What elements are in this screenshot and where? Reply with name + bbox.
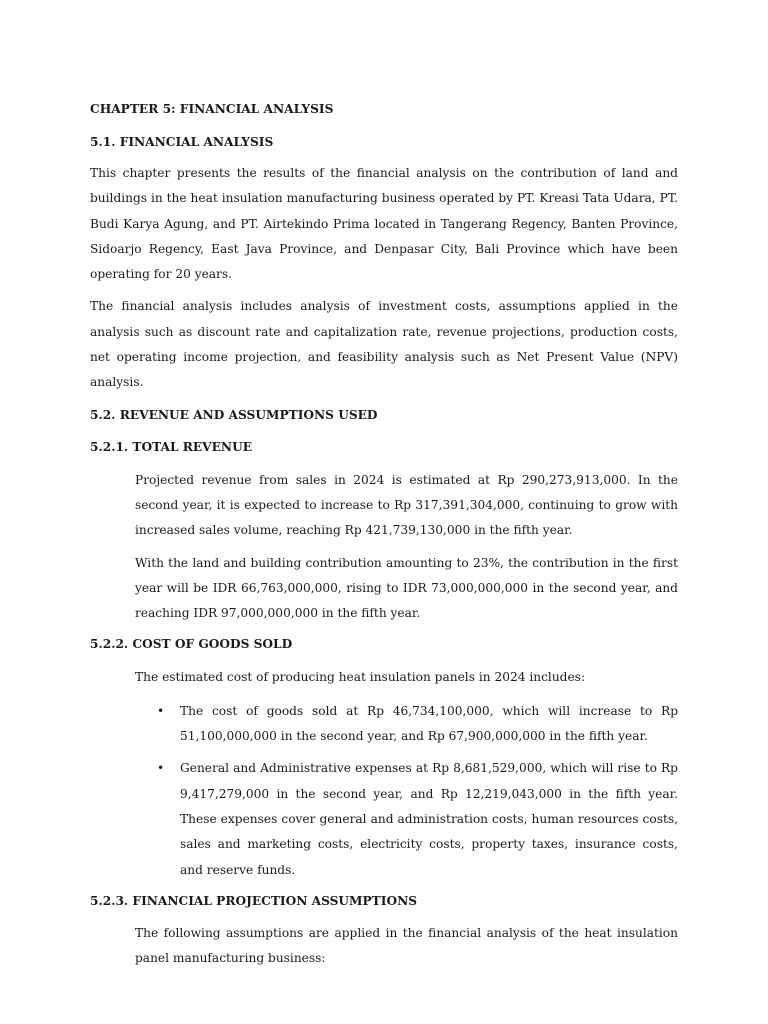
list-item — [135, 699, 678, 750]
assumptions-intro-paragraph: The following assumptions are applied in the financial analysis of the heat insulation panel manufacturing business: — [135, 925, 678, 966]
list-item — [135, 756, 678, 882]
revenue-paragraph-2: With the land and building contribution amounting to 23%, the contribution in the first year will be IDR 66,763,000,000, rising to IDR 73,000,000,000 in the second year, and reaching IDR 97,000,000,000 in the fifth year. — [135, 555, 678, 621]
intro-paragraph-1: This chapter presents the results of the financial analysis on the contribution of land and buildings in the heat insulation manufacturing business operated by PT. Kreasi Tata Udara, PT. Budi Karya Agung, and PT. Airtekindo Prima located in Tangerang Regency, Banten Province, Sidoarjo Regency, East Java Province, and Denpasar City, Bali Province which have been operating for 20 years. — [90, 166, 678, 282]
section-heading-5-2-2: 5.2.2. COST OF GOODS SOLD — [90, 637, 293, 652]
list-item-text: General and Administrative expenses at Rp 8,681,529,000, which will rise to Rp 9,417,279,000 in the second year, and Rp 12,219,043,000 in the fifth year. These expenses cover general and administration costs, human resources costs, sales and marketing costs, electricity costs, property taxes, insurance costs, and reserve funds. — [180, 761, 678, 877]
list-item-text: The cost of goods sold at Rp 46,734,100,000, which will increase to Rp 51,100,000,000 in the second year, and Rp 67,900,000,000 in the fifth year. — [180, 703, 678, 744]
section-heading-5-1: 5.1. FINANCIAL ANALYSIS — [90, 135, 274, 149]
revenue-paragraph-1: Projected revenue from sales in 2024 is estimated at Rp 290,273,913,000. In the second year, it is expected to increase to Rp 317,391,304,000, continuing to grow with increased sales volume, reaching Rp 421,739,130,000 in the fifth year. — [135, 472, 678, 538]
cost-bullet-list — [135, 699, 678, 883]
bullet-icon: • — [157, 761, 165, 776]
bullet-icon: • — [157, 703, 165, 718]
chapter-title: CHAPTER 5: FINANCIAL ANALYSIS — [90, 102, 334, 116]
document-page — [90, 98, 678, 971]
intro-paragraph-2: The financial analysis includes analysis of investment costs, assumptions applied in the analysis such as discount rate and capitalization rate, revenue projections, production costs, net operating income projection, and feasibility analysis such as Net Present Value (NPV) analysis. — [90, 299, 678, 390]
section-heading-5-2-1: 5.2.1. TOTAL REVENUE — [90, 439, 252, 454]
cogs-intro-paragraph: The estimated cost of producing heat insulation panels in 2024 includes: — [135, 670, 586, 685]
section-heading-5-2: 5.2. REVENUE AND ASSUMPTIONS USED — [90, 407, 378, 422]
section-heading-5-2-3: 5.2.3. FINANCIAL PROJECTION ASSUMPTIONS — [90, 893, 418, 908]
